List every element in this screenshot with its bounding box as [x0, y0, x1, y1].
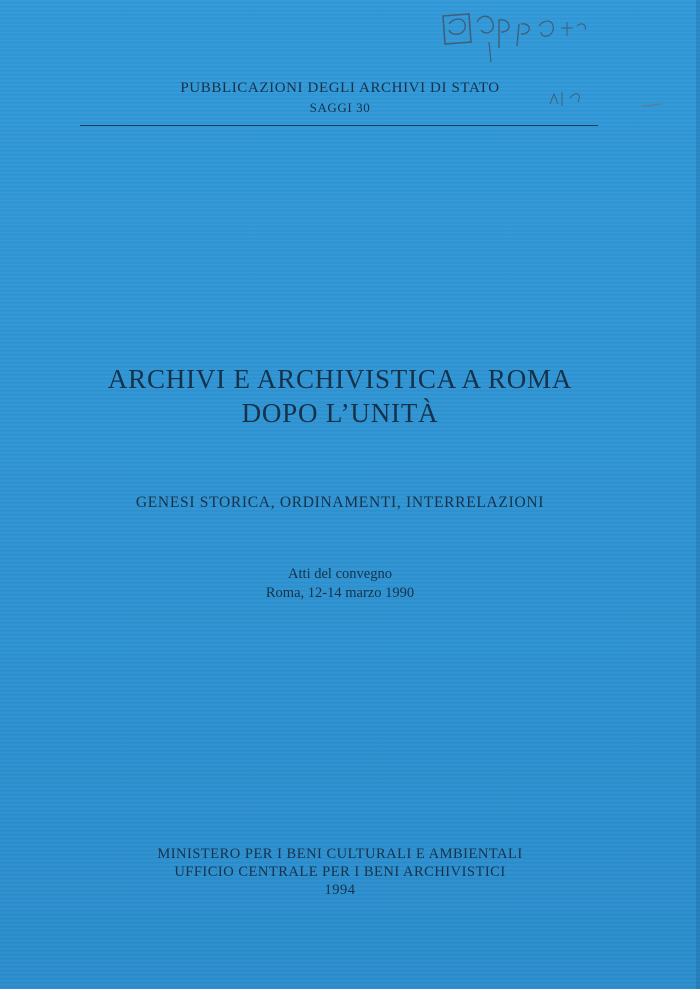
scan-edge-shadow [696, 0, 700, 989]
title-line-1: ARCHIVI E ARCHIVISTICA A ROMA [107, 364, 573, 394]
book-title [0, 362, 680, 430]
series-name: PUBBLICAZIONI DEGLI ARCHIVI DI STATO [180, 80, 500, 96]
publisher-block [0, 845, 680, 899]
pencil-annotation-mark [546, 86, 666, 114]
header-divider [80, 125, 598, 126]
book-subtitle: GENESI STORICA, ORDINAMENTI, INTERRELAZIONI [135, 494, 545, 511]
conference-label: Atti del convegno [288, 566, 392, 582]
library-stamp-mark [437, 2, 597, 62]
publication-year: 1994 [324, 882, 356, 898]
title-line-2: DOPO L’UNITÀ [241, 398, 439, 428]
publisher-ministry: MINISTERO PER I BENI CULTURALI E AMBIENTALI [157, 846, 523, 862]
publisher-office: UFFICIO CENTRALE PER I BENI ARCHIVISTICI [174, 864, 506, 880]
conference-place-date: Roma, 12-14 marzo 1990 [265, 585, 415, 601]
series-number: SAGGI 30 [309, 100, 371, 115]
conference-info [0, 565, 680, 603]
